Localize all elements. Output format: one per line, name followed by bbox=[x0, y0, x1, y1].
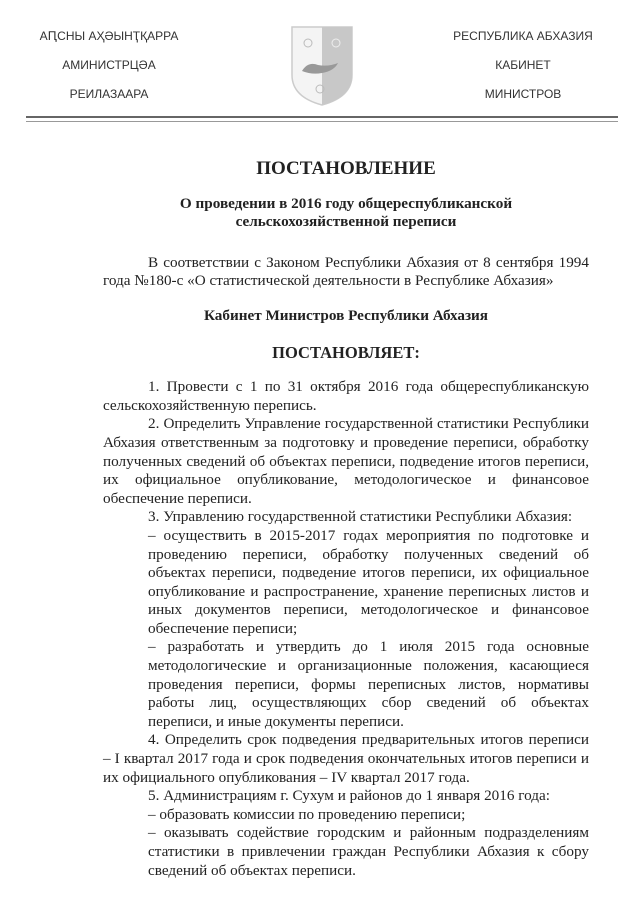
document-body bbox=[103, 160, 589, 880]
item-3-sub-2: – разработать и утвердить до 1 июля 2015 года основные методологические и организационные положения, касающиеся проведения переписи, формы переписных листов, нормативы работы лиц, осуществляющих сбор сведений об объектах переписи, и иные документы переписи. bbox=[148, 638, 589, 730]
document-subtitle: О проведении в 2016 году общереспубликанской сельскохозяйственной переписи bbox=[179, 194, 513, 231]
item-4: 4. Определить срок подведения предварительных итогов переписи – I квартал 2017 года и срок подведения окончательных итогов переписи и их официального опубликования – IV квартал 2017 года. bbox=[103, 731, 589, 786]
item-5: 5. Администрациям г. Сухум и районов до 1 января 2016 года: bbox=[148, 787, 550, 805]
item-2: 2. Определить Управление государственной статистики Республики Абхазия ответственным за подготовку и проведение переписи, обработку полученных сведений об объектах переписи, подведение итогов переписи, их официальное опубликование, методологическое и финансовое обеспечение переписи. bbox=[103, 415, 589, 507]
header-right-russian bbox=[448, 26, 598, 113]
header-line: АԤСНЫ АҲӘЫНҬҚАРРА bbox=[39, 29, 179, 43]
issuer: Кабинет Министров Республики Абхазия bbox=[203, 306, 489, 324]
item-3-sub-1: – осуществить в 2015-2017 годах мероприятия по подготовке и проведению переписи, обработку полученных сведений об объектах переписи, подведение итогов переписи, их официальное опубликование и распространение, хранение переписных листов и иных документов переписи, методологическое и финансовое обеспечение переписи; bbox=[148, 526, 589, 637]
preamble: В соответствии с Законом Республики Абхазия от 8 сентября 1994 года №180-с «О статистической деятельности в Республике Абхазия» bbox=[103, 253, 589, 290]
item-1: 1. Провести с 1 по 31 октября 2016 года общереспубликанскую сельскохозяйственную перепись. bbox=[103, 378, 589, 414]
resolves-heading: ПОСТАНОВЛЯЕТ: bbox=[272, 342, 420, 362]
header-line: АМИНИСТРЦӘА bbox=[62, 58, 156, 72]
header-line: РЕИЛАЗААРА bbox=[69, 87, 149, 101]
header-divider bbox=[26, 116, 618, 122]
item-5-sub-2: – оказывать содействие городским и районным подразделениям статистики в привлечении граждан Республики Абхазия к сбору сведений об объектах переписи. bbox=[148, 824, 589, 879]
item-5-sub-1: – образовать комиссии по проведению переписи; bbox=[148, 805, 466, 823]
header-left-abkhaz bbox=[34, 26, 184, 113]
coat-of-arms-emblem-icon bbox=[290, 25, 354, 107]
header-line: КАБИНЕТ bbox=[495, 58, 551, 72]
header-line: РЕСПУБЛИКА АБХАЗИЯ bbox=[453, 29, 593, 43]
item-3: 3. Управлению государственной статистики Республики Абхазия: bbox=[148, 508, 573, 526]
header-line: МИНИСТРОВ bbox=[484, 87, 562, 101]
document-title: ПОСТАНОВЛЕНИЕ bbox=[256, 158, 436, 179]
